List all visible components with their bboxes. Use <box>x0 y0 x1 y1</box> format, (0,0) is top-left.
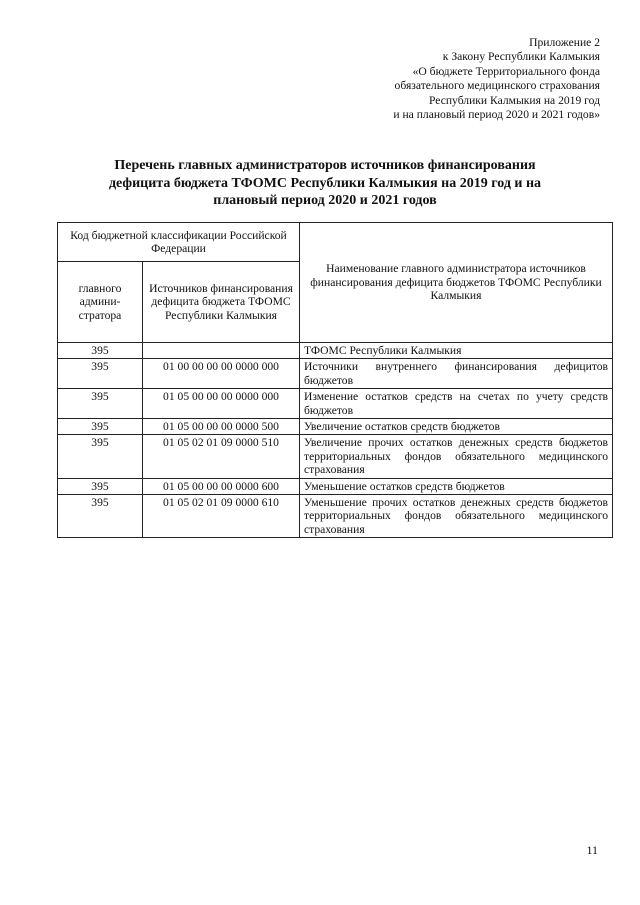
title-line: плановый период 2020 и 2021 годов <box>213 193 437 208</box>
header-main-administrator: главного админи-стратора <box>58 262 143 343</box>
header-budget-classification: Код бюджетной классификации Российской Федерации <box>58 223 300 262</box>
name-cell: Источники внутреннего финансирования дефицитов бюджетов <box>300 359 613 389</box>
administrators-table <box>57 222 613 538</box>
source-code-cell: 01 05 00 00 00 0000 000 <box>143 389 300 419</box>
document-title <box>60 157 590 210</box>
appendix-line: Приложение 2 <box>529 36 600 49</box>
name-cell: Уменьшение остатков средств бюджетов <box>300 478 613 494</box>
admin-code-cell: 395 <box>58 389 143 419</box>
name-cell: Увеличение остатков средств бюджетов <box>300 419 613 435</box>
name-cell: Уменьшение прочих остатков денежных средств бюджетов территориальных фондов обязательного медицинского страхования <box>300 495 613 538</box>
appendix-line: к Закону Республики Калмыкия <box>442 50 600 64</box>
table-row <box>58 419 613 435</box>
table-row <box>58 343 613 359</box>
table-row <box>58 389 613 419</box>
name-cell: ТФОМС Республики Калмыкия <box>300 343 613 359</box>
table-row <box>58 435 613 478</box>
title-line: дефицита бюджета ТФОМС Республики Калмыкия на 2019 год и на <box>108 175 542 191</box>
source-code-cell: 01 05 02 01 09 0000 510 <box>143 435 300 478</box>
admin-code-cell: 395 <box>58 359 143 389</box>
source-code-cell: 01 00 00 00 00 0000 000 <box>143 359 300 389</box>
source-code-cell: 01 05 00 00 00 0000 600 <box>143 478 300 494</box>
appendix-line: и на плановый период 2020 и 2021 годов» <box>393 108 600 122</box>
name-cell: Изменение остатков средств на счетах по учету средств бюджетов <box>300 389 613 419</box>
admin-code-cell: 395 <box>58 435 143 478</box>
appendix-line: обязательного медицинского страхования <box>394 79 600 93</box>
table-row <box>58 359 613 389</box>
title-line: Перечень главных администраторов источников финансирования <box>114 158 536 173</box>
header-administrator-name: Наименование главного администратора источников финансирования дефицита бюджетов ТФОМС Республики Калмыкия <box>300 223 613 343</box>
admin-code-cell: 395 <box>58 495 143 538</box>
admin-code-cell: 395 <box>58 419 143 435</box>
page-number: 11 <box>586 843 598 857</box>
admin-code-cell: 395 <box>58 478 143 494</box>
source-code-cell: 01 05 00 00 00 0000 500 <box>143 419 300 435</box>
table-row <box>58 495 613 538</box>
admin-code-cell: 395 <box>58 343 143 359</box>
source-code-cell: 01 05 02 01 09 0000 610 <box>143 495 300 538</box>
appendix-line: «О бюджете Территориального фонда <box>412 64 600 78</box>
source-code-cell <box>143 343 300 359</box>
header-financing-sources: Источников финансирования дефицита бюджета ТФОМС Республики Калмыкия <box>143 262 300 343</box>
appendix-note <box>280 36 600 122</box>
appendix-line: Республики Калмыкия на 2019 год <box>428 93 600 107</box>
table-row <box>58 478 613 494</box>
name-cell: Увеличение прочих остатков денежных средств бюджетов территориальных фондов обязательного медицинского страхования <box>300 435 613 478</box>
